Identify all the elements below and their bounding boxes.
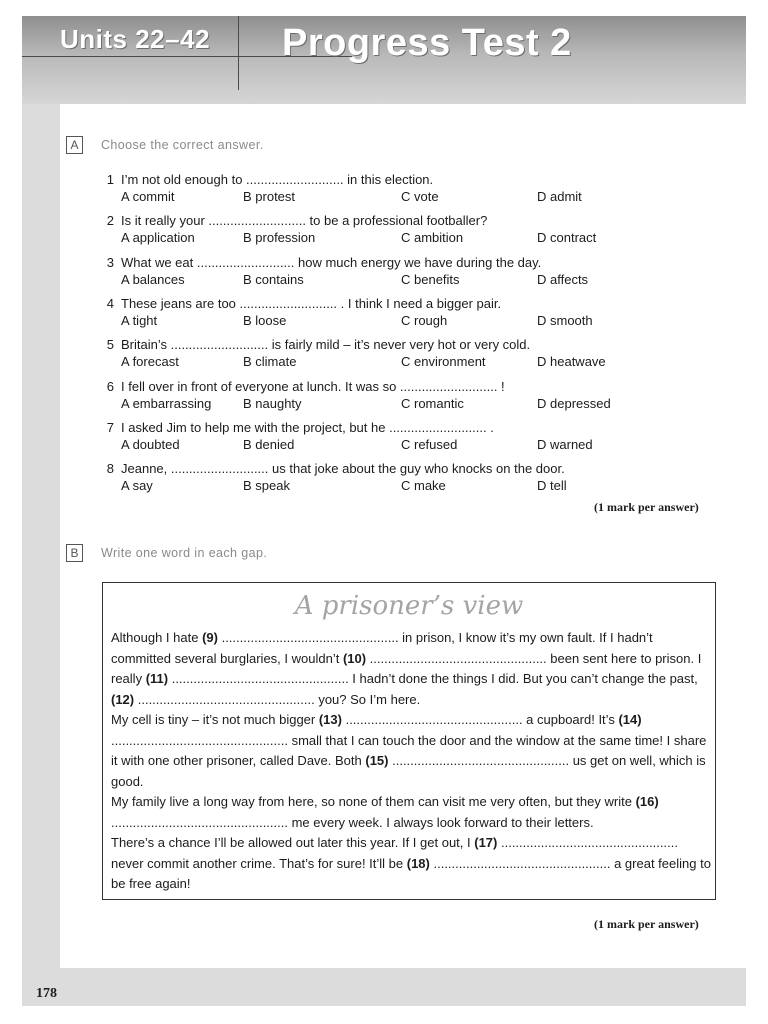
- option-d: D affects: [537, 271, 589, 287]
- gap-number: (15): [365, 753, 389, 768]
- section-a-marks: (1 mark per answer): [594, 500, 699, 514]
- passage-text-run: ................................................. I hadn’t done the things I did. But you can’t change the past,: [168, 671, 698, 686]
- option-c: C refused: [401, 436, 458, 452]
- section-b-marks: (1 mark per answer): [594, 917, 699, 931]
- passage-paragraph: [111, 792, 711, 833]
- gap-number: (17): [474, 835, 498, 850]
- page-number: 178: [36, 986, 57, 1001]
- option-a: A tight: [121, 312, 158, 328]
- passage-text-run: ................................................. you? So I’m here.: [134, 691, 421, 707]
- question-text: What we eat ........................... how much energy we have during the day.: [121, 254, 542, 270]
- question-number: 2: [106, 213, 114, 229]
- question-number: 3: [106, 254, 114, 270]
- question-text: I fell over in front of everyone at lunch. It was so ........................... !: [121, 378, 505, 394]
- passage-text-run: ................................................. small that I can touch the door and the window at the same time! I share it with one other prisoner, called Dave. Both: [111, 732, 707, 768]
- option-b: B naughty: [243, 395, 302, 411]
- passage-text-run: ................................................. never commit another crime. That’s for sure! It’ll be: [111, 835, 678, 871]
- option-a: A say: [121, 478, 153, 494]
- passage-text-run: My family live a long way from here, so none of them can visit me very often, but they write: [111, 794, 636, 809]
- option-d: D smooth: [537, 312, 593, 328]
- option-a: A commit: [121, 189, 175, 204]
- question-number: 6: [106, 378, 114, 394]
- gap-number: (10): [342, 650, 367, 666]
- passage-paragraph: [111, 628, 711, 710]
- question-number: 4: [106, 295, 114, 311]
- option-d: D depressed: [537, 395, 611, 411]
- passage-text-run: ................................................. me every week. I always look forward to their letters.: [111, 814, 594, 830]
- units-title: Units 22–42: [60, 24, 211, 54]
- section-a-instruction: Choose the correct answer.: [101, 138, 264, 152]
- passage-text-run: ................................................. a great feeling to be free again!: [111, 855, 711, 891]
- question-item: [100, 461, 720, 501]
- question-number: 7: [106, 419, 114, 435]
- passage-text-run: ................................................. in prison, I know it’s my own fault. If I hadn’t committed several burglaries, I wouldn’t: [111, 630, 653, 666]
- section-b-label: B: [66, 544, 83, 562]
- section-a-label: A: [66, 136, 83, 154]
- test-title: Progress Test 2: [282, 22, 572, 64]
- question-number: 5: [106, 337, 114, 353]
- gap-number: (16): [635, 794, 659, 809]
- passage-text-run: My cell is tiny – it’s not much bigger: [111, 712, 319, 727]
- option-d: D heatwave: [537, 354, 606, 370]
- question-text: Jeanne, ........................... us that joke about the guy who knocks on the door.: [121, 461, 565, 477]
- question-item: [100, 296, 720, 336]
- passage-paragraph: [111, 833, 711, 895]
- option-a: A embarrassing: [121, 395, 212, 411]
- gap-number: (12): [111, 691, 135, 707]
- option-c: C make: [401, 478, 446, 494]
- option-b: B speak: [243, 478, 290, 494]
- passage-text-run: ................................................. a cupboard! It’s: [341, 712, 619, 727]
- option-c: C ambition: [401, 230, 464, 246]
- gap-number: (9): [202, 630, 218, 645]
- question-text: I’m not old enough to ........................... in this election.: [121, 172, 434, 187]
- gap-number: (14): [618, 712, 642, 727]
- gap-number: (11): [145, 671, 169, 686]
- gap-number: (18): [406, 855, 430, 871]
- question-text: Britain’s ........................... is fairly mild – it’s never very hot or very cold.: [121, 337, 531, 353]
- option-b: B denied: [243, 436, 295, 452]
- option-c: C rough: [401, 312, 448, 328]
- passage-text-run: Although I hate: [111, 630, 203, 645]
- footer-band: [22, 968, 746, 1006]
- passage-text-run: There’s a chance I’ll be allowed out later this year. If I get out, I: [111, 835, 475, 850]
- option-a: A forecast: [121, 354, 179, 370]
- section-b-instruction: Write one word in each gap.: [101, 546, 268, 560]
- option-a: A balances: [121, 271, 185, 287]
- question-number: 1: [106, 172, 114, 187]
- option-d: D tell: [537, 478, 567, 494]
- option-c: C romantic: [401, 395, 464, 411]
- header-divider-vertical: [238, 16, 239, 90]
- option-b: B climate: [243, 354, 297, 370]
- question-item: [100, 172, 720, 212]
- passage-text-run: ................................................. us get on well, which is good.: [111, 753, 706, 789]
- option-c: C benefits: [401, 271, 460, 287]
- option-b: B protest: [243, 189, 296, 204]
- passage-paragraph: [111, 710, 711, 792]
- question-item: [100, 379, 720, 419]
- passage-text: [111, 628, 711, 895]
- option-d: D warned: [537, 436, 593, 452]
- option-b: B profession: [243, 230, 316, 246]
- question-item: [100, 337, 720, 377]
- question-item: [100, 255, 720, 295]
- option-b: B loose: [243, 312, 287, 328]
- question-item: [100, 213, 720, 253]
- question-text: Is it really your ........................... to be a professional footballer?: [121, 213, 488, 229]
- option-d: D contract: [537, 230, 597, 246]
- passage-title: A prisoner’s view: [294, 591, 524, 621]
- question-number: 8: [106, 461, 114, 477]
- gap-number: (13): [318, 712, 342, 727]
- question-item: [100, 420, 720, 460]
- passage-text-run: ................................................. been sent here to prison. I really: [111, 650, 702, 686]
- option-c: C vote: [401, 189, 439, 204]
- option-b: B contains: [243, 271, 304, 287]
- question-text: I asked Jim to help me with the project, but he ........................... .: [121, 419, 494, 435]
- question-text: These jeans are too ........................... . I think I need a bigger pair.: [121, 295, 502, 311]
- option-d: D admit: [537, 189, 582, 204]
- option-a: A application: [121, 230, 195, 246]
- passage-box: [102, 582, 716, 900]
- option-c: C environment: [401, 354, 486, 370]
- option-a: A doubted: [121, 436, 180, 452]
